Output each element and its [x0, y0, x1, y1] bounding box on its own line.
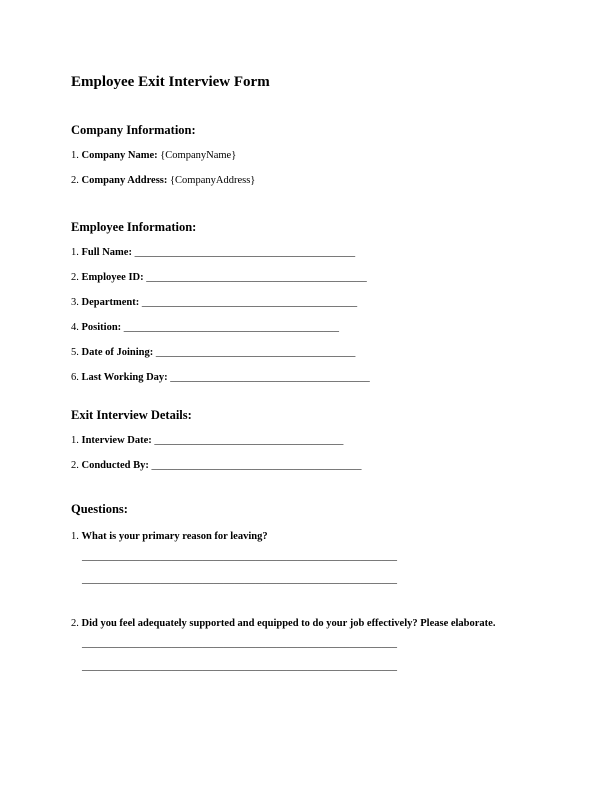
- field-label: Conducted By:: [81, 460, 149, 471]
- answer-line: ____________________________________________________________: [82, 661, 397, 672]
- section-heading-exit-details: Exit Interview Details:: [71, 408, 192, 422]
- field-company-address: [71, 174, 541, 187]
- field-conducted-by: [71, 459, 541, 472]
- field-department: [71, 296, 541, 309]
- question-label: What is your primary reason for leaving?: [81, 531, 268, 542]
- field-label: Full Name:: [81, 247, 132, 258]
- field-number: 6.: [71, 372, 79, 383]
- field-date-of-joining: [71, 346, 541, 359]
- document-title: Employee Exit Interview Form: [71, 74, 270, 90]
- field-last-working-day: [71, 371, 541, 384]
- field-label: Last Working Day:: [81, 372, 168, 383]
- question-text: [71, 615, 531, 633]
- field-company-name: [71, 149, 541, 162]
- section-heading-employee: Employee Information:: [71, 220, 197, 234]
- blank-line: ________________________________________: [151, 460, 362, 471]
- field-interview-date: [71, 434, 541, 447]
- field-value: {CompanyAddress}: [170, 175, 256, 186]
- blank-line: _________________________________________: [141, 297, 358, 308]
- blank-line: ____________________________________: [154, 435, 344, 446]
- field-number: 3.: [71, 297, 79, 308]
- field-value: {CompanyName}: [160, 150, 237, 161]
- blank-line: ______________________________________: [170, 372, 370, 383]
- section-heading-questions: Questions:: [71, 502, 128, 516]
- field-number: 1.: [71, 150, 79, 161]
- field-number: 1.: [71, 435, 79, 446]
- question-number: 1.: [71, 531, 79, 542]
- answer-line: ____________________________________________________________: [82, 638, 397, 649]
- blank-line: ______________________________________: [155, 347, 356, 358]
- blank-line: __________________________________________: [134, 247, 356, 258]
- field-number: 2.: [71, 272, 79, 283]
- field-label: Interview Date:: [81, 435, 152, 446]
- question-block-1: [71, 528, 541, 586]
- question-number: 2.: [71, 618, 79, 629]
- field-full-name: [71, 246, 541, 259]
- field-number: 5.: [71, 347, 79, 358]
- answer-line: ____________________________________________________________: [82, 551, 397, 562]
- question-text: [71, 528, 531, 546]
- field-label: Position:: [81, 322, 122, 333]
- field-number: 2.: [71, 460, 79, 471]
- field-label: Company Address:: [81, 175, 168, 186]
- field-label: Employee ID:: [81, 272, 144, 283]
- question-block-2: [71, 615, 541, 673]
- question-label: Did you feel adequately supported and equipped to do your job effectively? Please elaborate.: [81, 618, 496, 629]
- field-position: [71, 321, 541, 334]
- answer-line: ____________________________________________________________: [82, 574, 397, 585]
- field-label: Company Name:: [81, 150, 158, 161]
- field-label: Date of Joining:: [81, 347, 154, 358]
- field-number: 2.: [71, 175, 79, 186]
- field-employee-id: [71, 271, 541, 284]
- field-label: Department:: [81, 297, 140, 308]
- blank-line: _________________________________________: [123, 322, 340, 333]
- blank-line: __________________________________________: [146, 272, 367, 283]
- section-heading-company: Company Information:: [71, 123, 196, 137]
- field-number: 4.: [71, 322, 79, 333]
- field-number: 1.: [71, 247, 79, 258]
